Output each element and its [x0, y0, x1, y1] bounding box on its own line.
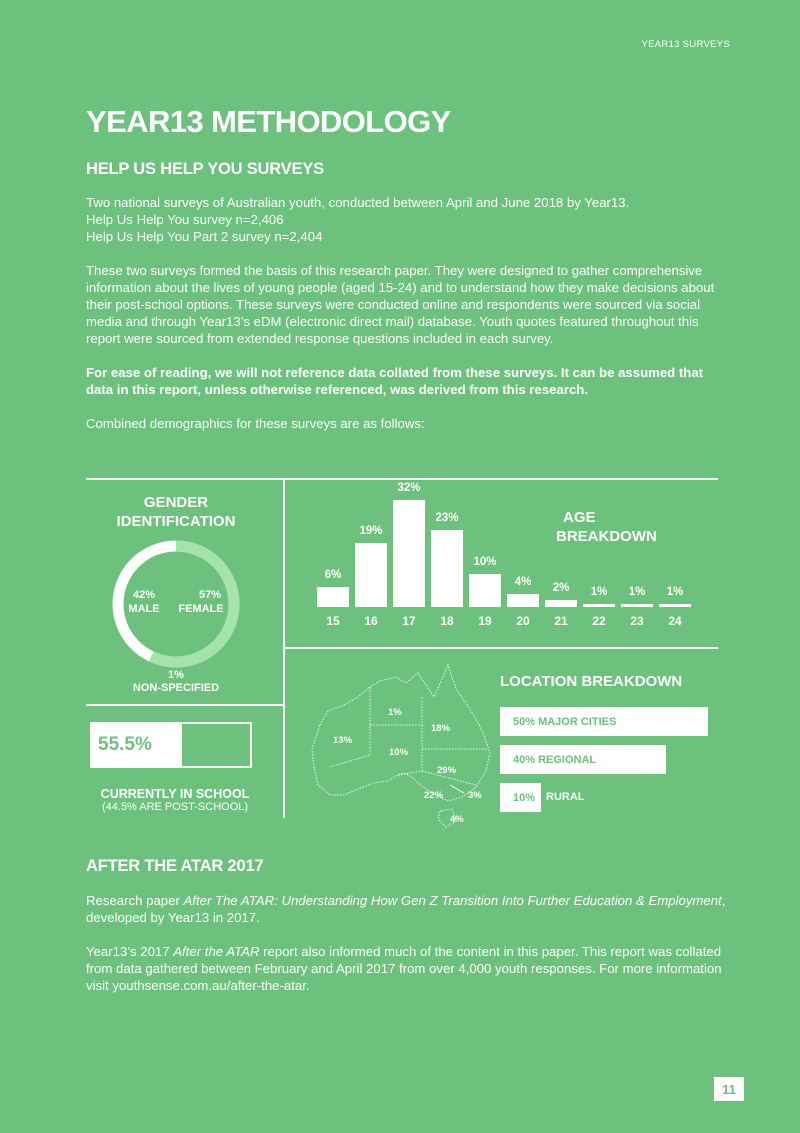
age-title-line: BREAKDOWN [556, 528, 657, 545]
age-tick-label: 15 [326, 614, 340, 628]
gender-title-line: GENDER [143, 494, 209, 511]
age-value-label: 19% [359, 525, 383, 538]
location-label-rural: RURAL [546, 791, 585, 803]
intro-line: Help Us Help You survey n=2,406 [86, 212, 284, 227]
nonspec-label: NON-SPECIFIED [132, 682, 220, 694]
running-header: YEAR13 SURVEYS [641, 39, 730, 50]
age-bar-16 [355, 543, 387, 607]
age-bar-20 [507, 594, 539, 607]
age-bar-19 [469, 574, 501, 607]
male-label: MALE [128, 603, 160, 615]
age-tick-label: 17 [402, 614, 416, 628]
gender-title-line: IDENTIFICATION [116, 513, 236, 530]
method-paragraph: These two surveys formed the basis of this research paper. They were designed to gather comprehensive information about the lives of young people (aged 15-24) and to understand how they make decisions about their post-school options. These surveys were conducted online and respondents were sourced via social media and through Year13’s eDM (electronic direct mail) database. Youth quotes featured throughout this report were sourced from extended response questions included in each survey. [86, 263, 715, 346]
demographics-intro: Combined demographics for these surveys are as follows: [86, 416, 425, 431]
map-label-sa: 10% [389, 747, 409, 758]
report-title: After the ATAR [173, 944, 260, 959]
female-label: FEMALE [178, 603, 224, 615]
age-value-label: 6% [324, 568, 342, 581]
school-bar [90, 722, 252, 768]
location-bar-major-cities: 50% MAJOR CITIES [500, 707, 708, 736]
text-run: , developed by Year13 in 2017. [86, 893, 726, 925]
school-value-box: 55.5% [92, 724, 182, 766]
age-value-label: 23% [435, 512, 459, 525]
age-bar-24 [659, 604, 691, 607]
location-bar-rural: 10% [500, 783, 541, 812]
report-title: After The ATAR: Understanding How Gen Z Transition Into Further Education & Employment [183, 893, 722, 908]
age-bar-17 [393, 500, 425, 607]
section-heading: AFTER THE ATAR 2017 [86, 857, 264, 875]
location-title: LOCATION BREAKDOWN [500, 673, 683, 690]
divider-middle-right [283, 647, 718, 649]
divider-top [86, 478, 718, 480]
map-label-act: 3% [468, 790, 482, 801]
atar-paragraph-1 [86, 892, 726, 926]
text-run: report also informed much of the content in this paper. This report was collated from data gathered between February and April 2017 from over 4,000 youth responses. For more information visit youthsense.com.au/after-the-atar. [86, 944, 722, 993]
text-run: Research paper [86, 893, 184, 908]
gender-title [96, 493, 256, 531]
section-heading: HELP US HELP YOU SURVEYS [86, 160, 324, 178]
age-value-label: 32% [397, 482, 421, 494]
section-after-the-atar [86, 857, 726, 1011]
divider-middle-left [86, 704, 283, 706]
age-value-label: 2% [552, 582, 570, 595]
age-bar-18 [431, 530, 463, 607]
map-label-nsw: 29% [437, 765, 457, 776]
australia-map [300, 655, 510, 835]
age-value-label: 1% [666, 585, 684, 598]
age-bar-15 [317, 587, 349, 607]
school-sublabel: (44.5% ARE POST-SCHOOL) [101, 801, 249, 813]
page-number: 11 [714, 1077, 744, 1101]
map-label-nt: 1% [388, 707, 402, 718]
male-pct: 42% [132, 589, 156, 601]
age-bar-21 [545, 600, 577, 607]
age-value-label: 1% [590, 585, 608, 598]
nonspec-pct: 1% [168, 669, 184, 681]
atar-paragraph-2 [86, 943, 726, 994]
age-bar-23 [621, 604, 653, 607]
age-tick-label: 19 [478, 614, 492, 628]
age-tick-label: 22 [592, 614, 606, 628]
section-help-us-help-you [86, 160, 726, 449]
location-bar-regional: 40% REGIONAL [500, 745, 666, 774]
age-value-label: 10% [473, 555, 497, 568]
age-value-label: 1% [628, 585, 646, 598]
map-label-tas: 4% [450, 814, 464, 825]
age-tick-label: 20 [516, 614, 530, 628]
map-label-wa: 13% [333, 735, 353, 746]
school-label: CURRENTLY IN SCHOOL [100, 787, 250, 801]
age-tick-label: 23 [630, 614, 644, 628]
intro-line: Two national surveys of Australian youth, conducted between April and June 2018 by Year13. [86, 195, 630, 210]
age-tick-label: 16 [364, 614, 378, 628]
intro-paragraph [86, 194, 726, 245]
map-label-vic: 22% [424, 790, 444, 801]
age-tick-label: 21 [554, 614, 568, 628]
disclaimer-paragraph: For ease of reading, we will not reference data collated from these surveys. It can be assumed that data in this report, unless otherwise referenced, was derived from this research. [86, 365, 704, 397]
age-tick-label: 24 [668, 614, 682, 628]
age-tick-label: 18 [440, 614, 454, 628]
age-value-label: 4% [514, 575, 532, 588]
female-pct: 57% [198, 589, 222, 601]
age-title-line: AGE [563, 509, 596, 526]
intro-line: Help Us Help You Part 2 survey n=2,404 [86, 229, 323, 244]
page-title: YEAR13 METHODOLOGY [86, 104, 451, 139]
map-label-qld: 18% [431, 723, 451, 734]
age-bar-22 [583, 604, 615, 607]
text-run: Year13’s 2017 [86, 944, 174, 959]
age-title [556, 508, 676, 546]
